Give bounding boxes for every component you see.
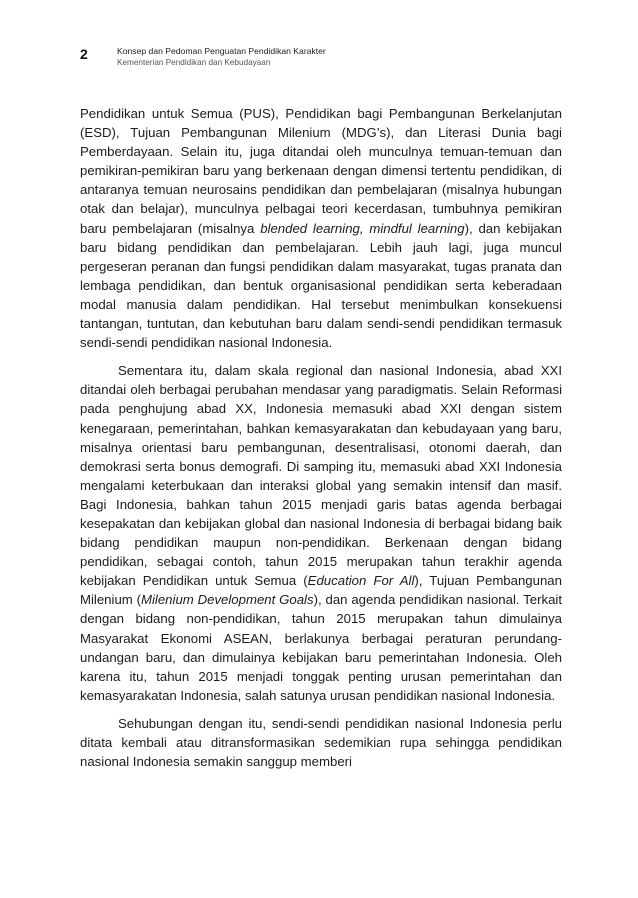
paragraph-2-text-c: ), dan agenda pendidikan nasional. Terkait dengan bidang non-pendidikan, tahun 2015 merupakan tahun dimulainya Masyarakat Ekonomi ASEAN, berlakunya berbagai peraturan perundang-undangan baru, dan dimulainya kebijakan baru pemerintahan Indonesia. Oleh karena itu, tahun 2015 menjadi tonggak penting urusan pemerintahan dan kemasyarakatan Indonesia, salah satunya urusan pendidikan nasional Indonesia. [80, 592, 563, 703]
paragraph-2-text-a: Sementara itu, dalam skala regional dan nasional Indonesia, abad XXI ditandai oleh berbagai perubahan mendasar yang paradigmatis. Selain Reformasi pada penghujung abad XX, Indonesia memasuki abad XXI dengan sistem kenegaraan, pemerintahan, bahkan kemasyarakatan dan kebudayaan yang baru, misalnya orientasi baru pembangunan, desentralisasi, otonomi daerah, dan demokrasi serta bonus demografi. Di samping itu, memasuki abad XXI Indonesia mengalami keterbukaan dan interaksi global yang semakin intensif dan masif. Bagi Indonesia, bahkan tahun 2015 menjadi garis batas agenda berbagai kesepakatan dan kebijakan global dan nasional Indonesia di berbagai bidang baik bidang pendidikan maupun non-pendidikan. Berkenaan dengan bidang pendidikan, sebagai contoh, tahun 2015 merupakan tahun terakhir agenda kebijakan Pendidikan untuk Semua ( [80, 363, 562, 589]
header-text-block [117, 46, 326, 68]
paragraph-1-text-a: Pendidikan untuk Semua (PUS), Pendidikan bagi Pembangunan Berkelanjutan (ESD), Tujuan Pembangunan Milenium (MDG’s), dan Literasi Dunia bagi Pemberdayaan. Selain itu, juga ditandai oleh munculnya temuan-temuan dan pemikiran-pemikiran baru yang berkenaan dengan dimensi tertentu pendidikan, di antaranya temuan neurosains pendidikan dan pembelajaran (misalnya hubungan otak dan belajar), munculnya pelbagai teori kecerdasan, tumbuhnya pemikiran baru pembelajaran (misalnya [80, 106, 562, 236]
paragraph-3 [80, 714, 562, 771]
paragraph-2-italic-term-1: Education For All [307, 573, 415, 589]
paragraph-2 [80, 361, 562, 705]
paragraph-2-italic-term-2: Milenium Development Goals [141, 592, 314, 608]
header-title: Konsep dan Pedoman Penguatan Pendidikan Karakter [117, 46, 326, 56]
paragraph-2-text-b: ), Tujuan Pembangunan Milenium ( [80, 573, 562, 608]
paragraph-1 [80, 104, 562, 352]
paragraph-1-italic-term: blended learning, mindful learning [260, 220, 465, 236]
header-subtitle: Kementerian Pendidikan dan Kebudayaan [117, 58, 271, 67]
running-header [80, 44, 560, 74]
paragraph-3-text-a: Sehubungan dengan itu, sendi-sendi pendidikan nasional Indonesia perlu ditata kembali atau ditransformasikan sedemikian rupa sehingga pendidikan nasional Indonesia semakin sanggup memberi [80, 715, 562, 770]
page-number: 2 [80, 46, 88, 62]
paragraph-1-text-b: ), dan kebijakan baru bidang pendidikan dan pembelajaran. Lebih jauh lagi, juga muncul pergeseran peranan dan fungsi pendidikan dalam masyarakat, tugas pranata dan lembaga pendidikan, dan bentuk organisasional pendidikan serta keberadaan modal manusia dalam pendidikan. Hal tersebut menimbulkan konsekuensi tantangan, tuntutan, dan kebutuhan baru dalam sendi-sendi pendidikan termasuk sendi-sendi pendidikan nasional Indonesia. [80, 220, 562, 351]
body-text [80, 104, 562, 780]
